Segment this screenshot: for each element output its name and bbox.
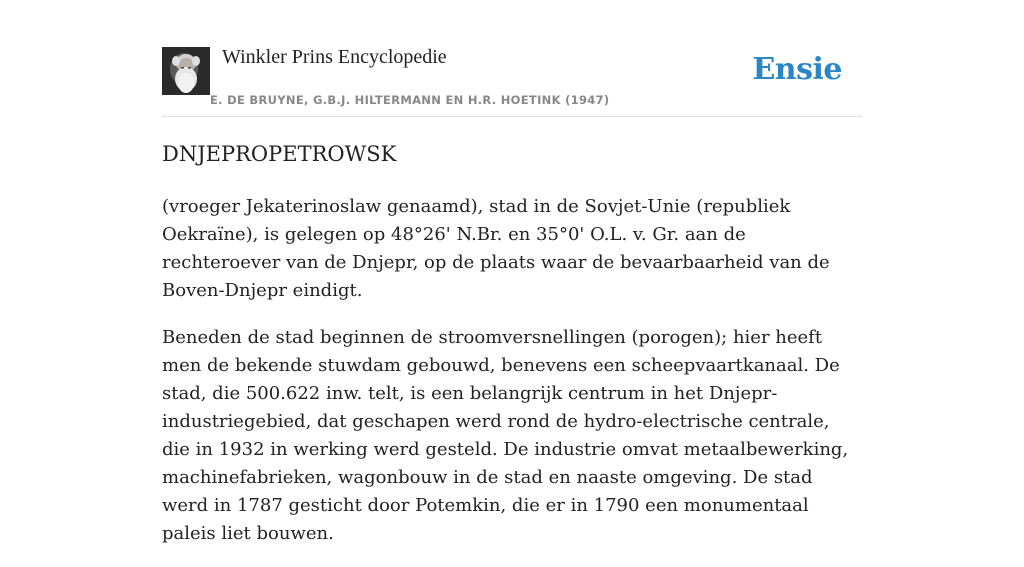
article-body [162, 193, 862, 567]
authors-credit: E. DE BRUYNE, G.B.J. HILTERMANN EN H.R. HOETINK (1947) [210, 93, 610, 107]
bearded-man-portrait-icon [162, 47, 210, 95]
author-avatar[interactable] [162, 47, 210, 95]
article-paragraph: Beneden de stad beginnen de stroomversnellingen (porogen); hier heeft men de bekende stuwdam gebouwd, benevens een scheepvaartkanaal. De stad, die 500.622 inw. telt, is een belangrijk centrum in het Dnjepr-industriegebied, dat geschapen werd rond de hydro-electrische centrale, die in 1932 in werking werd gesteld. De industrie omvat metaalbewerking, machinefabrieken, wagonbouw in de stad en naaste omgeving. De stad werd in 1787 gesticht door Potemkin, die er in 1790 een monumentaal paleis liet bouwen. [162, 327, 849, 544]
brand-logo-link[interactable]: Ensie [752, 52, 842, 87]
site-name[interactable]: Winkler Prins Encyclopedie [222, 46, 447, 68]
header [162, 46, 862, 117]
article-title: DNJEPROPETROWSK [162, 142, 397, 166]
article-paragraph: (vroeger Jekaterinoslaw genaamd), stad in de Sovjet-Unie (republiek Oekraïne), is gelegen op 48°26' N.Br. en 35°0' O.L. v. Gr. aan de rechteroever van de Dnjepr, op de plaats waar de bevaarbaarheid van de Boven-Dnjepr eindigt. [162, 196, 830, 301]
